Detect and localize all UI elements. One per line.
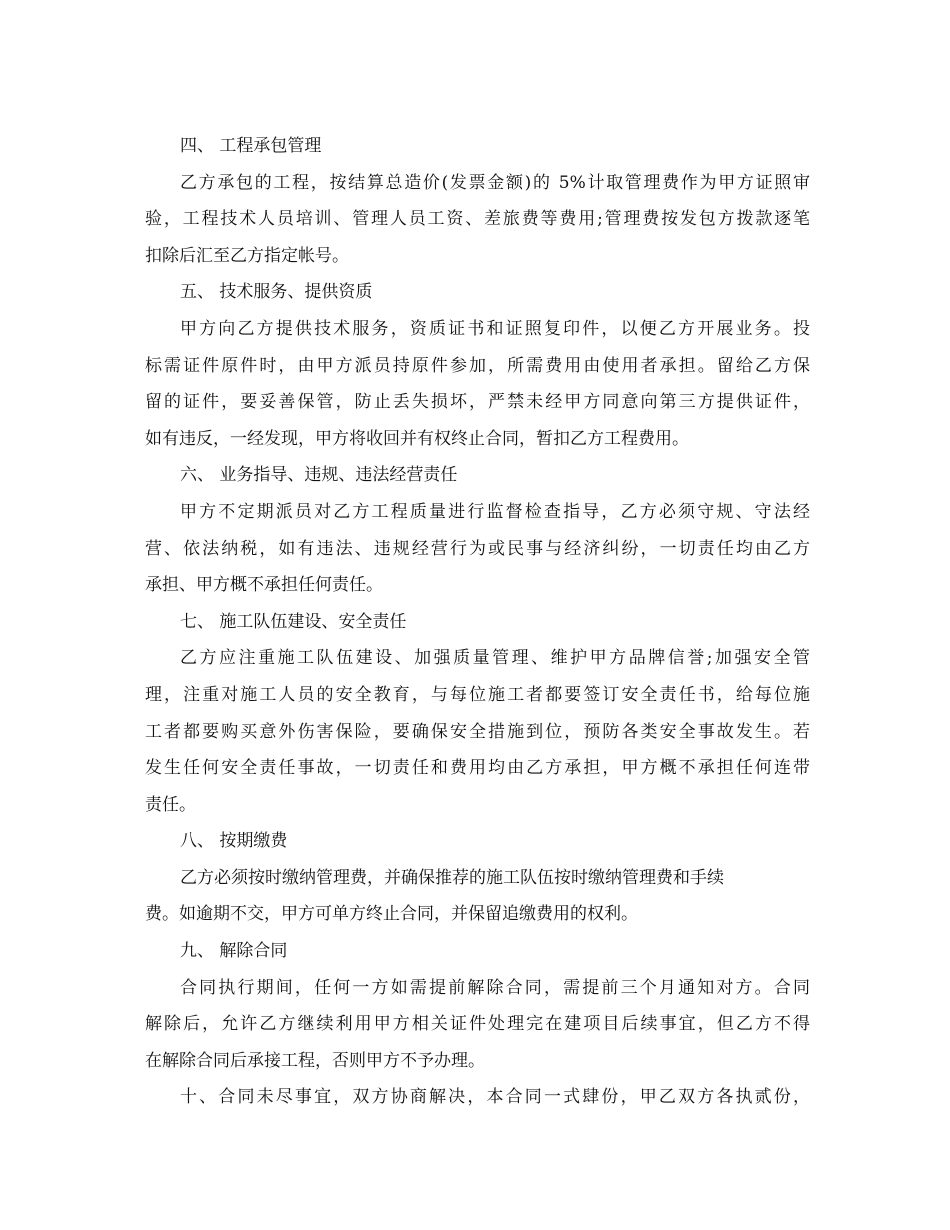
paragraph-line: 留的证件，要妥善保管，防止丢失损坏，严禁未经甲方同意向第三方提供证件，: [145, 392, 810, 413]
paragraph-line: 理，注重对施工人员的安全教育，与每位施工者都要签订安全责任书，给每位施: [145, 684, 810, 705]
section-heading: 九、 解除合同: [180, 941, 288, 962]
paragraph-line: 甲方不定期派员对乙方工程质量进行监督检查指导，乙方必须守规、守法经: [180, 501, 810, 522]
paragraph-line: 标需证件原件时，由甲方派员持原件参加，所需费用由使用者承担。留给乙方保: [145, 355, 810, 376]
section-heading: 五、 技术服务、提供资质: [180, 282, 373, 303]
paragraph-line: 费。如逾期不交，甲方可单方终止合同，并保留追缴费用的权利。: [145, 904, 638, 925]
paragraph-line: 乙方必须按时缴纳管理费，并确保推荐的施工队伍按时缴纳管理费和手续: [180, 867, 724, 888]
paragraph-line: 在解除合同后承接工程，否则甲方不予办理。: [145, 1050, 485, 1071]
paragraph-line: 营、依法纳税，如有违法、违规经营行为或民事与经济纠纷，一切责任均由乙方: [145, 538, 810, 559]
paragraph-line: 乙方应注重施工队伍建设、加强质量管理、维护甲方品牌信誉;加强安全管: [180, 648, 810, 669]
paragraph-line: 解除后，允许乙方继续利用甲方相关证件处理完在建项目后续事宜，但乙方不得: [145, 1014, 810, 1035]
paragraph-line: 如有违反，一经发现，甲方将收回并有权终止合同，暂扣乙方工程费用。: [145, 428, 689, 449]
paragraph-line: 扣除后汇至乙方指定帐号。: [145, 245, 349, 266]
paragraph-line: 承担、甲方概不承担任何责任。: [145, 575, 383, 596]
paragraph-line: 甲方向乙方提供技术服务，资质证书和证照复印件，以便乙方开展业务。投: [180, 318, 810, 339]
paragraph-line: 验，工程技术人员培训、管理人员工资、差旅费等费用;管理费按发包方拨款逐笔: [145, 209, 810, 230]
paragraph-line: 乙方承包的工程，按结算总造价(发票金额)的 5%计取管理费作为甲方证照审: [180, 172, 810, 193]
section-heading: 七、 施工队伍建设、安全责任: [180, 611, 407, 632]
paragraph-line: 工者都要购买意外伤害保险，要确保安全措施到位，预防各类安全事故发生。若: [145, 721, 810, 742]
section-heading: 八、 按期缴费: [180, 831, 288, 852]
document-body: [145, 128, 810, 1116]
paragraph-line: 发生任何安全责任事故，一切责任和费用均由乙方承担，甲方概不承担任何连带: [145, 758, 810, 779]
section-heading: 十、合同未尽事宜，双方协商解决，本合同一式肆份，甲乙双方各执贰份，: [180, 1087, 810, 1108]
paragraph-line: 合同执行期间，任何一方如需提前解除合同，需提前三个月通知对方。合同: [180, 977, 810, 998]
section-heading: 六、 业务指导、违规、违法经营责任: [180, 465, 458, 486]
section-heading: 四、 工程承包管理: [180, 136, 322, 156]
paragraph-line: 责任。: [145, 794, 196, 815]
